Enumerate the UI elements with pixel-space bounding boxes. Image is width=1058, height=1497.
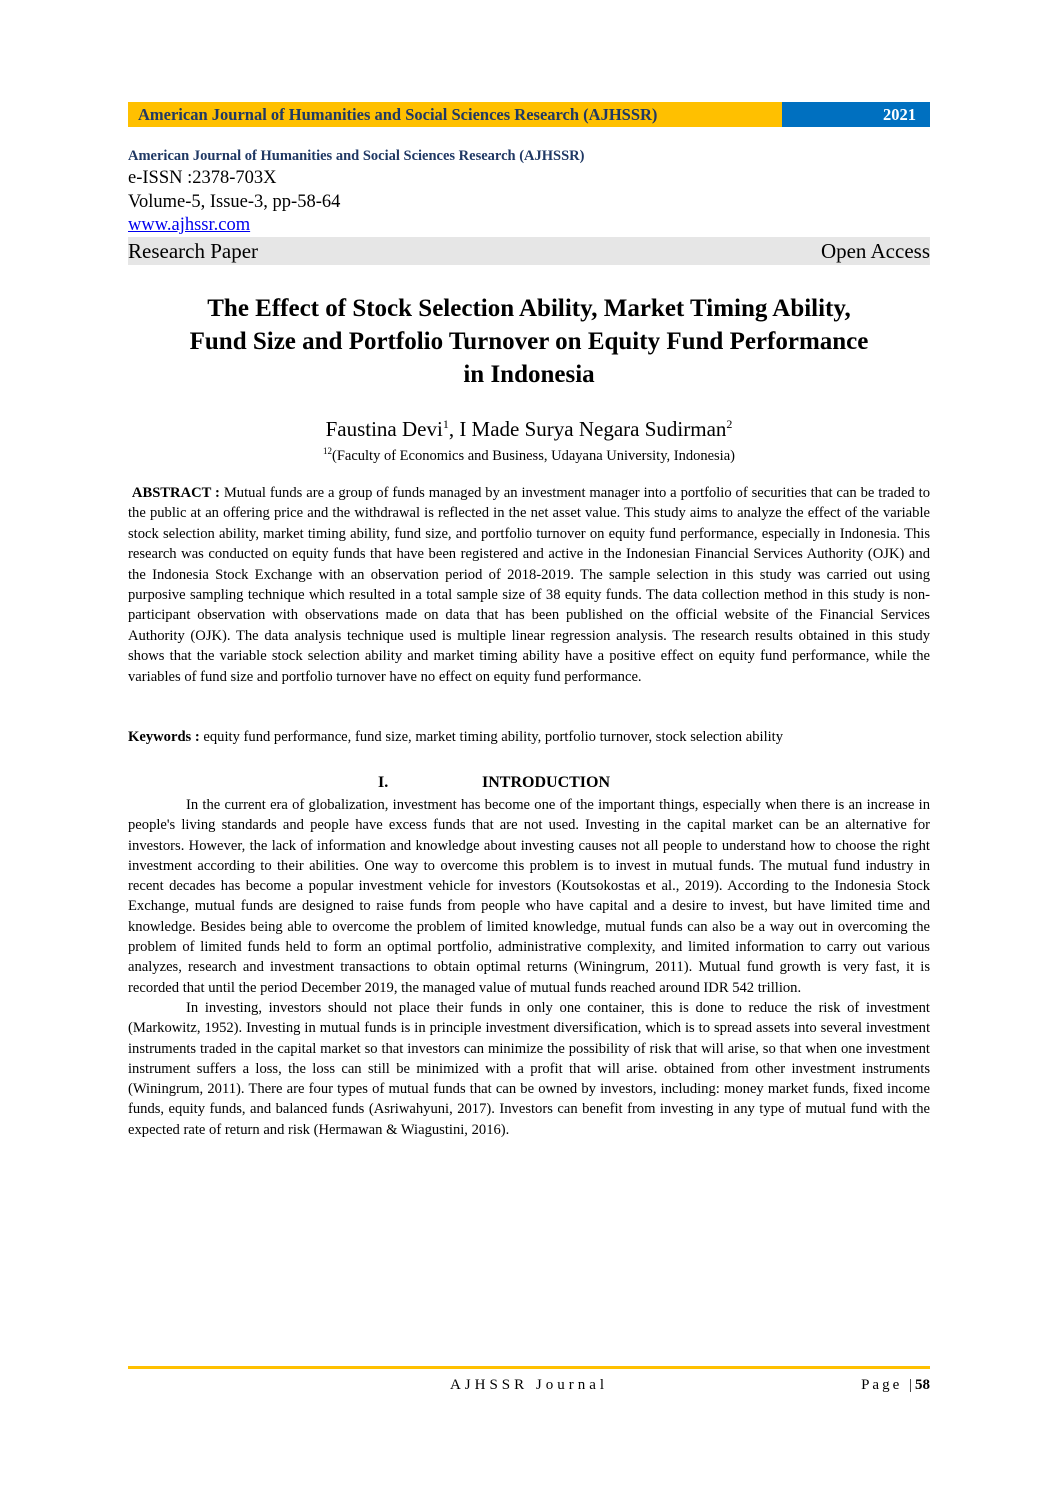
section-number: I. [378,774,389,791]
title-line-3: in Indonesia [463,361,595,388]
abstract-text: Mutual funds are a group of funds managed by an investment manager into a portfolio of securities that can be traded to the public at an offering price and the withdrawal is reflected in the net asset value. This study aims to analyze the effect of the variable stock selection ability, market timing ability, fund size, and portfolio turnover on equity fund performance, especially in Indonesia. This research was conducted on equity funds that have been registered and active in the Indonesian Financial Services Authority (OJK) and the Indonesia Stock Exchange with an observation period of 2018-2019. The sample selection in this study was carried out using purposive sampling technique which resulted in a total sample size of 38 equity funds. The data collection method in this study is non-participant observation with observations made on data that has been published on the official website of the Financial Services Authority (OJK). The data analysis technique used is multiple linear regression analysis. The research results obtained in this study shows that the variable stock selection ability and market timing ability have a positive effect on equity fund performance, while the variables of fund size and portfolio turnover have no effect on equity fund performance. [128,485,930,685]
page-number-block [861,1374,930,1396]
journal-name: American Journal of Humanities and Social Sciences Research (AJHSSR) [128,148,585,164]
affiliation-text: (Faculty of Economics and Business, Udayana University, Indonesia) [332,447,735,464]
title-line-2: Fund Size and Portfolio Turnover on Equity Fund Performance [189,328,869,355]
author-2-affiliation-mark: 2 [726,417,733,431]
volume-issue: Volume-5, Issue-3, pp-58-64 [128,192,341,212]
author-1-affiliation-mark: 1 [442,417,449,431]
header-year: 2021 [782,102,930,127]
section-title: INTRODUCTION [482,774,611,791]
affiliation-mark: 12 [323,446,333,456]
page-footer [128,1374,930,1396]
page-label: Page | [861,1377,915,1393]
paper-title [128,292,930,391]
journal-metadata [128,146,930,265]
paper-type: Research Paper [128,239,259,263]
issn: e-ISSN :2378-703X [128,168,277,188]
author-list [128,410,930,443]
journal-website-link[interactable]: www.ajhssr.com [128,215,251,235]
author-separator: , [448,417,460,441]
introduction-paragraph-2: In investing, investors should not place their funds in only one container, this is done to reduce the risk of investment (Markowitz, 1952). Investing in mutual funds is in principle investment diversification, which is to spread assets into several investment instruments traded in the capital market so that investors can minimize the possibility of risk that will arise, so that when one investment instrument suffers a loss, the loss can still be minimized with a profit that will arise. obtained from other investment instruments (Winingrum, 2011). There are four types of mutual funds that can be owned by investors, including: money market funds, fixed income funds, equity funds, and balanced funds (Asriwahyuni, 2017). Investors can benefit from investing in any type of mutual fund with the expected rate of return and risk (Hermawan & Wiagustini, 2016). [128,999,930,1138]
keywords [128,727,930,747]
header-journal-name: American Journal of Humanities and Social Sciences Research (AJHSSR) [128,102,782,127]
author-1: Faustina Devi [325,417,443,441]
paper-type-bar [128,237,930,265]
title-line-1: The Effect of Stock Selection Ability, Market Timing Ability, [207,295,851,322]
footer-journal: AJHSSR Journal [449,1377,609,1393]
journal-header-band [128,102,930,127]
affiliation [128,441,930,466]
access-type: Open Access [820,239,930,263]
keywords-text: equity fund performance, fund size, market timing ability, portfolio turnover, stock selection ability [203,729,784,745]
introduction-paragraph-1: In the current era of globalization, investment has become one of the important things, especially when there is an increase in people's living standards and people have excess funds that are not used. Investing in the capital market can be an alternative for investors. However, the lack of information and knowledge about investing causes not all people to understand how to choose the right investment according to their abilities. One way to overcome this problem is to invest in mutual funds. The mutual fund industry in recent decades has become a popular investment vehicle for investors (Koutsokostas et al., 2019). According to the Indonesia Stock Exchange, mutual funds are designed to raise funds from people who have capital and a desire to invest, but have limited time and knowledge. Besides being able to overcome the problem of limited knowledge, mutual funds can also be a way out in overcoming the problem of limited funds held to form an optimal portfolio, administrative complexity, and limited information to carry out various analyzes, research and investment transactions to obtain optimal returns (Winingrum, 2011). Mutual fund growth is very fast, it is recorded that until the period December 2019, the managed value of mutual funds reached around IDR 542 trillion. [128,797,930,996]
abstract-label: ABSTRACT : [131,485,220,501]
author-2: I Made Surya Negara Sudirman [459,417,727,441]
footer-divider [128,1366,930,1369]
keywords-label: Keywords : [128,729,200,745]
page-number: 58 [915,1377,930,1393]
introduction-body [128,795,930,1140]
abstract [128,483,930,687]
